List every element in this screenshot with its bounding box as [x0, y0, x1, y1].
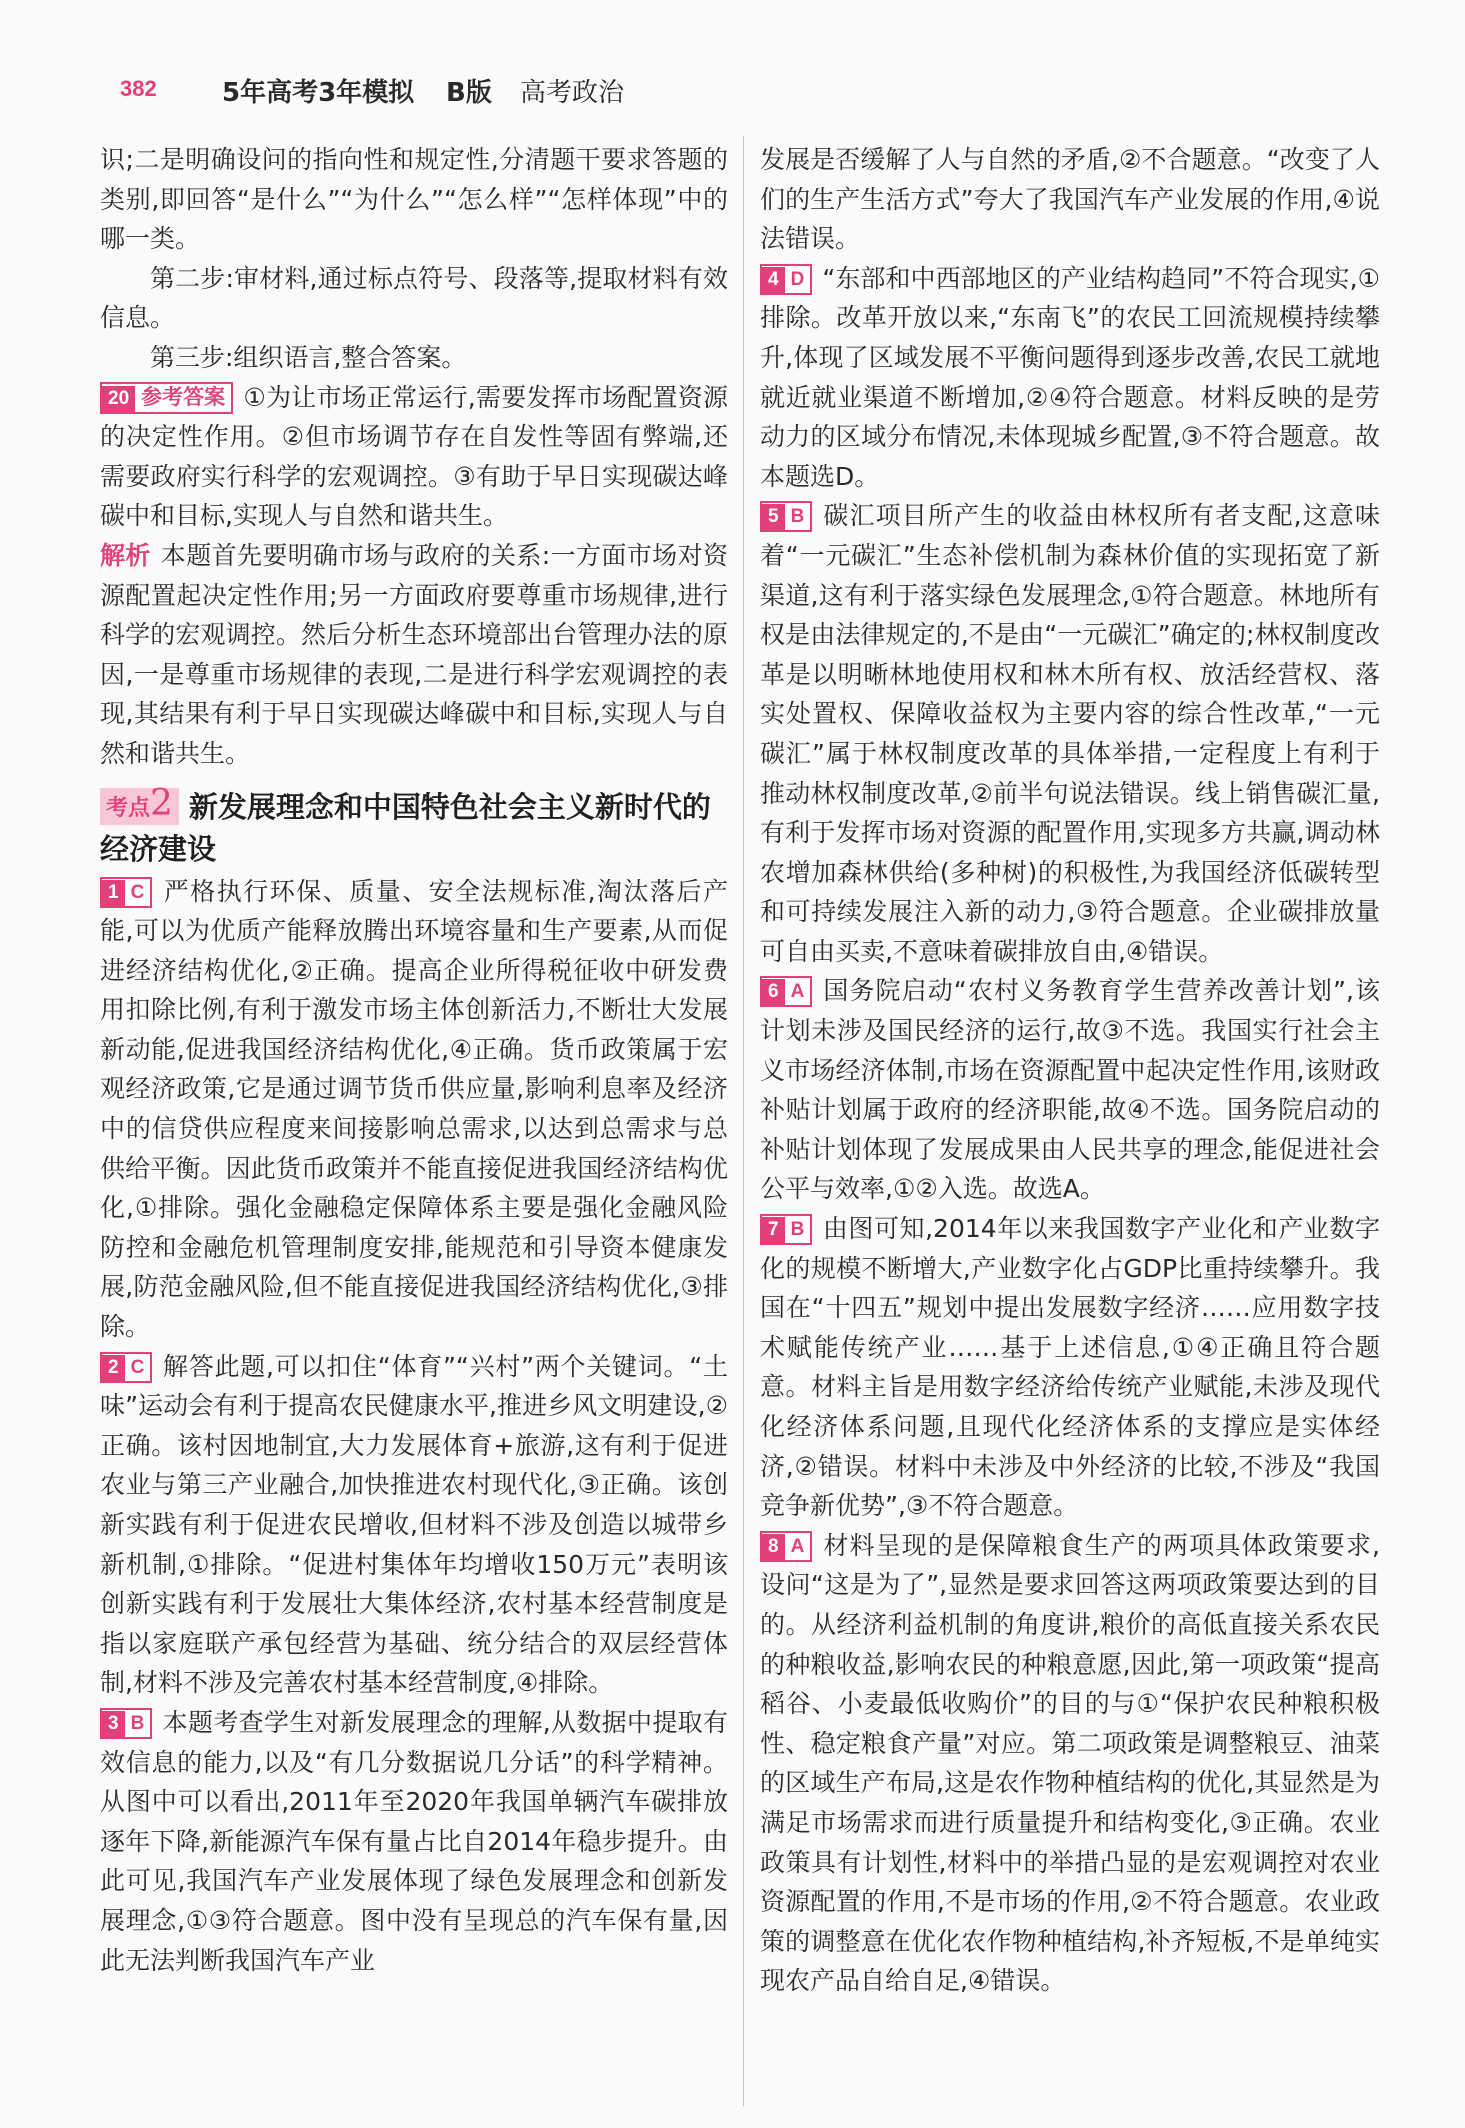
- answer-block-8: [760, 1526, 1380, 2001]
- step-three: 第三步:组织语言,整合答案。: [150, 342, 467, 372]
- question-tag-2: 2 C: [100, 1352, 152, 1383]
- answer-block-20: [100, 378, 728, 536]
- answer-block-7: [760, 1209, 1380, 1526]
- step-two: 第二步:审材料,通过标点符号、段落等,提取材料有效信息。: [100, 263, 728, 333]
- answer-text-1: 严格执行环保、质量、安全法规标准,淘汰落后产能,可以为优质产能释放腾出环境容量和生产要素,从而促进经济结构优化,②正确。提高企业所得税征收中研发费用扣除比例,有利于激发市场主体创新活力,不断壮大发展新动能,促进我国经济结构优化,④正确。货币政策属于宏观经济政策,它是通过调节货币供应量,影响利息率及经济中的信贷供应程度来间接影响总需求,以达到总需求与总供给平衡。因此货币政策并不能直接促进我国经济结构优化,①排除。强化金融稳定保障体系主要是强化金融风险防控和金融危机管理制度安排,能规范和引导资本健康发展,防范金融风险,但不能直接促进我国经济结构优化,③排除。: [100, 876, 728, 1342]
- question-tag-6: 6 A: [760, 976, 812, 1007]
- column-divider: [743, 136, 744, 2106]
- analysis-text: 本题首先要明确市场与政府的关系:一方面市场对资源配置起决定性作用;另一方面政府要尊重市场规律,进行科学的宏观调控。然后分析生态环境部出台管理办法的原因,一是尊重市场规律的表现,二是进行科学宏观调控的表现,其结果有利于早日实现碳达峰碳中和目标,实现人与自然和谐共生。: [100, 540, 728, 768]
- answer-block-2: [100, 1347, 728, 1703]
- right-column: [760, 140, 1380, 2120]
- answer-block-3: [100, 1703, 728, 1980]
- book-title: 5年高考3年模拟: [222, 78, 415, 108]
- question-tag-7: 7 B: [760, 1214, 812, 1245]
- answer-block-1: [100, 872, 728, 1347]
- question-tag-4: 4 D: [760, 264, 812, 295]
- intro-paragraph: 识;二是明确设问的指向性和规定性,分清题干要求答题的类别,即回答“是什么”“为什么”“怎么样”“怎样体现”中的哪一类。: [100, 145, 728, 254]
- question-tag-20: 20 参考答案: [100, 382, 233, 414]
- section-heading: [100, 782, 728, 870]
- reference-answer-text: ①为让市场正常运行,需要发挥市场配置资源的决定性作用。②但市场调节存在自发性等固有弊端,还需要政府实行科学的宏观调控。③有助于早日实现碳达峰碳中和目标,实现人与自然和谐共生。: [100, 382, 728, 531]
- answer-text-3: 本题考查学生对新发展理念的理解,从数据中提取有效信息的能力,以及“有几分数据说几分话”的科学精神。从图中可以看出,2011年至2020年我国单辆汽车碳排放逐年下降,新能源汽车保有量占比自2014年稳步提升。由此可见,我国汽车产业发展体现了绿色发展理念和创新发展理念,①③符合题意。图中没有呈现总的汽车保有量,因此无法判断我国汽车产业: [100, 1707, 728, 1975]
- analysis-block-20: [100, 536, 728, 774]
- question-tag-1: 1 C: [100, 877, 152, 908]
- answer-text-3-continued: 发展是否缓解了人与自然的矛盾,②不合题意。“改变了人们的生产生活方式”夸大了我国汽车产业发展的作用,④说法错误。: [760, 145, 1380, 254]
- page-header: [118, 68, 1348, 112]
- page-number: 382: [120, 76, 157, 101]
- answer-block-6: [760, 971, 1380, 1209]
- section-title: 新发展理念和中国特色社会主义新时代的经济建设: [100, 789, 711, 866]
- left-column: [100, 140, 728, 2120]
- answer-text-5: 碳汇项目所产生的收益由林权所有者支配,这意味着“一元碳汇”生态补偿机制为森林价值的实现拓宽了新渠道,这有利于落实绿色发展理念,①符合题意。林地所有权是由法律规定的,不是由“一元碳汇”确定的;林权制度改革是以明晰林地使用权和林木所有权、放活经营权、落实处置权、保障收益权为主要内容的综合性改革,“一元碳汇”属于林权制度改革的具体举措,一定程度上有利于推动林权制度改革,②前半句说法错误。线上销售碳汇量,有利于发挥市场对资源的配置作用,实现多方共赢,调动林农增加森林供给(多种树)的积极性,为我国经济低碳转型和可持续发展注入新的动力,③符合题意。企业碳排放量可自由买卖,不意味着碳排放自由,④错误。: [760, 501, 1380, 966]
- analysis-label: 解析: [100, 540, 151, 570]
- answer-block-5: [760, 496, 1380, 971]
- answer-text-7: 由图可知,2014年以来我国数字产业化和产业数字化的规模不断增大,产业数字化占GDP比重持续攀升。我国在“十四五”规划中提出发展数字经济……应用数字技术赋能传统产业……基于上述信息,①④正确且符合题意。材料主旨是用数字经济给传统产业赋能,未涉及现代化经济体系问题,且现代化经济体系的支撑应是实体经济,②错误。材料中未涉及中外经济的比较,不涉及“我国竞争新优势”,③不符合题意。: [760, 1214, 1380, 1521]
- answer-text-4: “东部和中西部地区的产业结构趋同”不符合现实,①排除。改革开放以来,“东南飞”的农民工回流规模持续攀升,体现了区域发展不平衡问题得到逐步改善,农民工就地就近就业渠道不断增加,②④符合题意。材料反映的是劳动力的区域分布情况,未体现城乡配置,③不符合题意。故本题选D。: [760, 263, 1380, 491]
- subject-label: 高考政治: [520, 78, 625, 108]
- question-tag-3: 3 B: [100, 1708, 152, 1739]
- answer-text-8: 材料呈现的是保障粮食生产的两项具体政策要求,设问“这是为了”,显然是要求回答这两项政策要达到的目的。从经济利益机制的角度讲,粮价的高低直接关系农民的种粮收益,影响农民的种粮意愿,因此,第一项政策“提高稻谷、小麦最低收购价”的目的与①“保护农民种粮积极性、稳定粮食产量”对应。第二项政策是调整粮豆、油菜的区域生产布局,这是农作物种植结构的优化,其显然是为满足市场需求而进行质量提升和结构变化,③正确。农业政策具有计划性,材料中的举措凸显的是宏观调控对农业资源配置的作用,不是市场的作用,②不符合题意。农业政策的调整意在优化农作物种植结构,补齐短板,不是单纯实现农产品自给自足,④错误。: [760, 1530, 1380, 1996]
- edition-label: B版: [446, 78, 492, 108]
- section-badge: 考点2: [100, 788, 179, 825]
- answer-text-2: 解答此题,可以扣住“体育”“兴村”两个关键词。“土味”运动会有利于提高农民健康水平,推进乡风文明建设,②正确。该村因地制宜,大力发展体育+旅游,这有利于促进农业与第三产业融合,加快推进农村现代化,③正确。该创新实践有利于促进农民增收,但材料不涉及创造以城带乡新机制,①排除。“促进村集体年均增收150万元”表明该创新实践有利于发展壮大集体经济,农村基本经营制度是指以家庭联产承包经营为基础、统分结合的双层经营体制,材料不涉及完善农村基本经营制度,④排除。: [100, 1351, 728, 1698]
- question-tag-8: 8 A: [760, 1531, 812, 1562]
- question-tag-5: 5 B: [760, 501, 812, 532]
- answer-block-4: [760, 259, 1380, 497]
- answer-text-6: 国务院启动“农村义务教育学生营养改善计划”,该计划未涉及国民经济的运行,故③不选。我国实行社会主义市场经济体制,市场在资源配置中起决定性作用,该财政补贴计划属于政府的经济职能,故④不选。国务院启动的补贴计划体现了发展成果由人民共享的理念,能促进社会公平与效率,①②入选。故选A。: [760, 976, 1380, 1204]
